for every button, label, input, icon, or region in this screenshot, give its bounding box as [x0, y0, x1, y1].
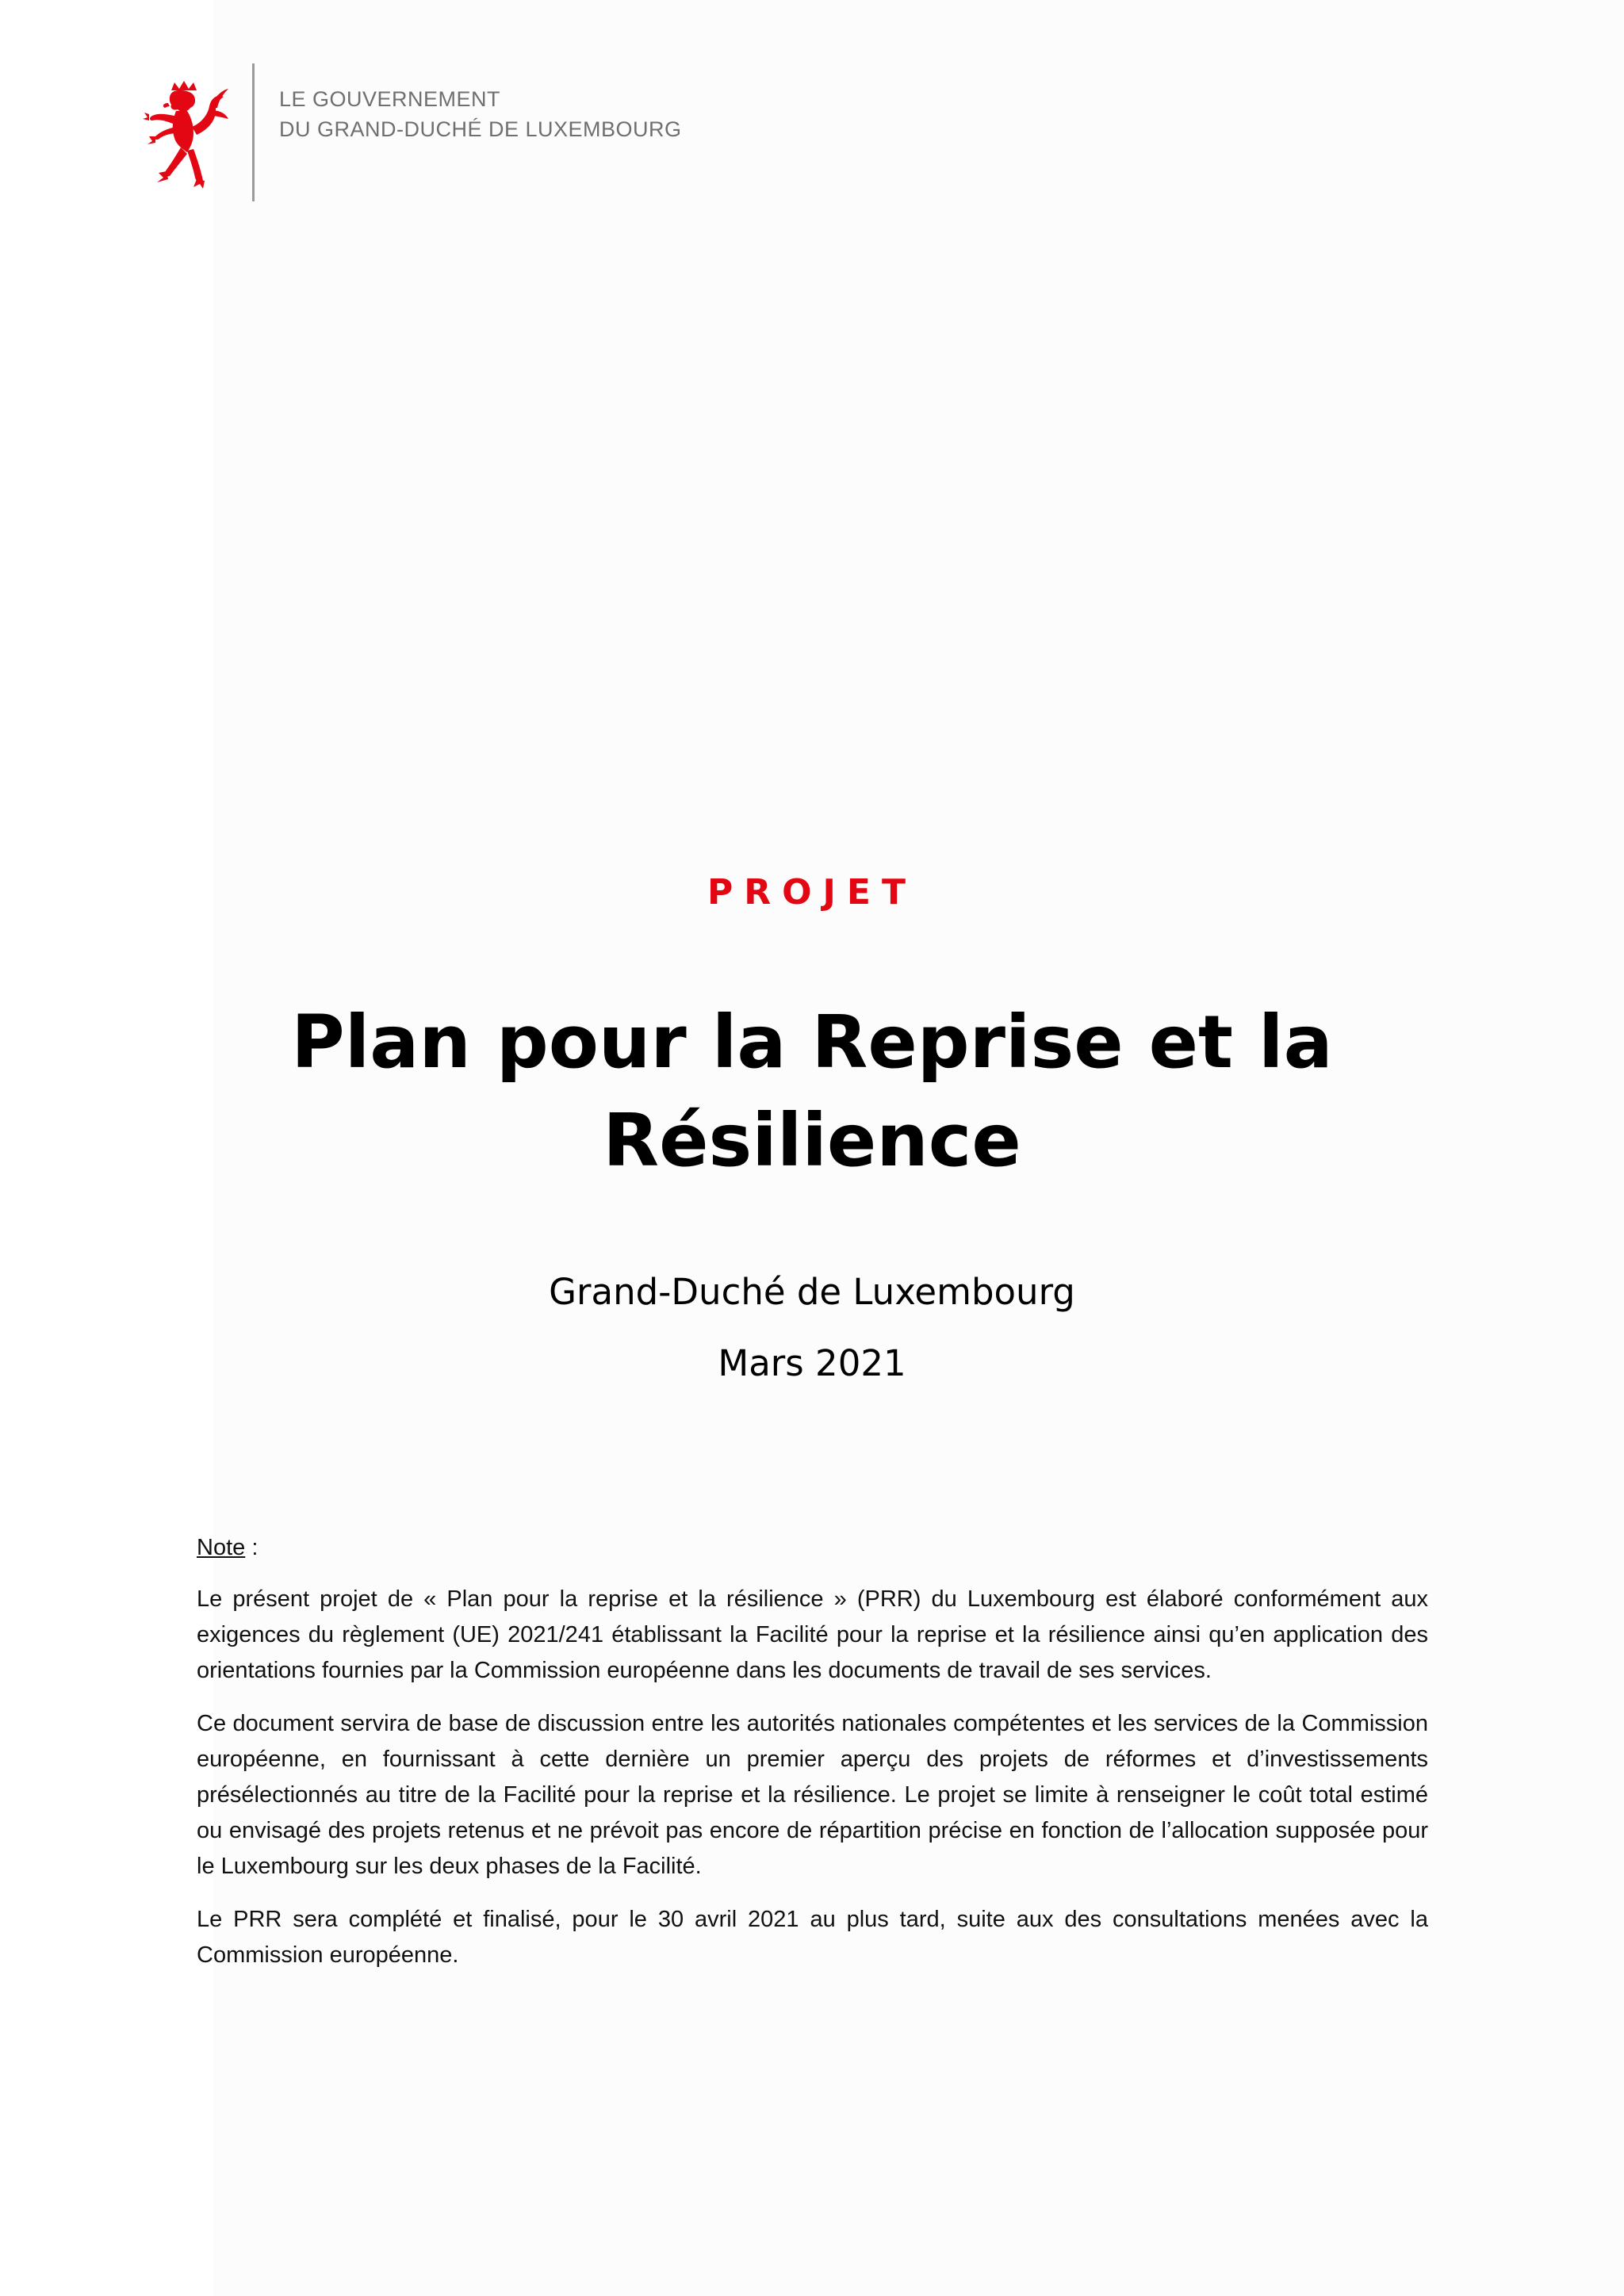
publication-date: Mars 2021: [718, 1342, 906, 1384]
country-name: Grand-Duché de Luxembourg: [549, 1271, 1075, 1313]
document-title: Plan pour la Reprise et la Résilience: [291, 1000, 1333, 1183]
red-lion-coat-of-arms-icon: [141, 79, 230, 190]
note-heading-label: Note: [197, 1535, 246, 1560]
government-name-line-2: DU GRAND-DUCHÉ DE LUXEMBOURG: [279, 117, 682, 141]
draft-label: PROJET: [707, 872, 917, 913]
government-name-line-1: LE GOUVERNEMENT: [279, 87, 501, 111]
note-section: [197, 1530, 1428, 1991]
note-heading-colon: :: [245, 1535, 259, 1560]
note-paragraph-2: Ce document servira de base de discussion entre les autorités nationales compétentes et les services de la Commission européenne, en fournissant à cette dernière un premier aperçu des projets de réformes et d’investissements présélectionnés au titre de la Facilité pour la reprise et la résilience. Le projet se limite à renseigner le coût total estimé ou envisagé des projets retenus et ne prévoit pas encore de répartition précise en fonction de l’allocation supposée pour le Luxembourg sur les deux phases de la Facilité.: [197, 1711, 1428, 1879]
header-divider: [252, 63, 255, 201]
note-paragraph-3: Le PRR sera complété et finalisé, pour le 30 avril 2021 au plus tard, suite aux des consultations menées avec la Commission européenne.: [197, 1907, 1428, 1968]
note-heading: [197, 1530, 1428, 1566]
note-paragraph-1: Le présent projet de « Plan pour la reprise et la résilience » (PRR) du Luxembourg est élaboré conformément aux exigences du règlement (UE) 2021/241 établissant la Facilité pour la reprise et la résilience ainsi qu’en application des orientations fournies par la Commission européenne dans les documents de travail de ses services.: [197, 1586, 1428, 1683]
government-header: [141, 62, 744, 205]
